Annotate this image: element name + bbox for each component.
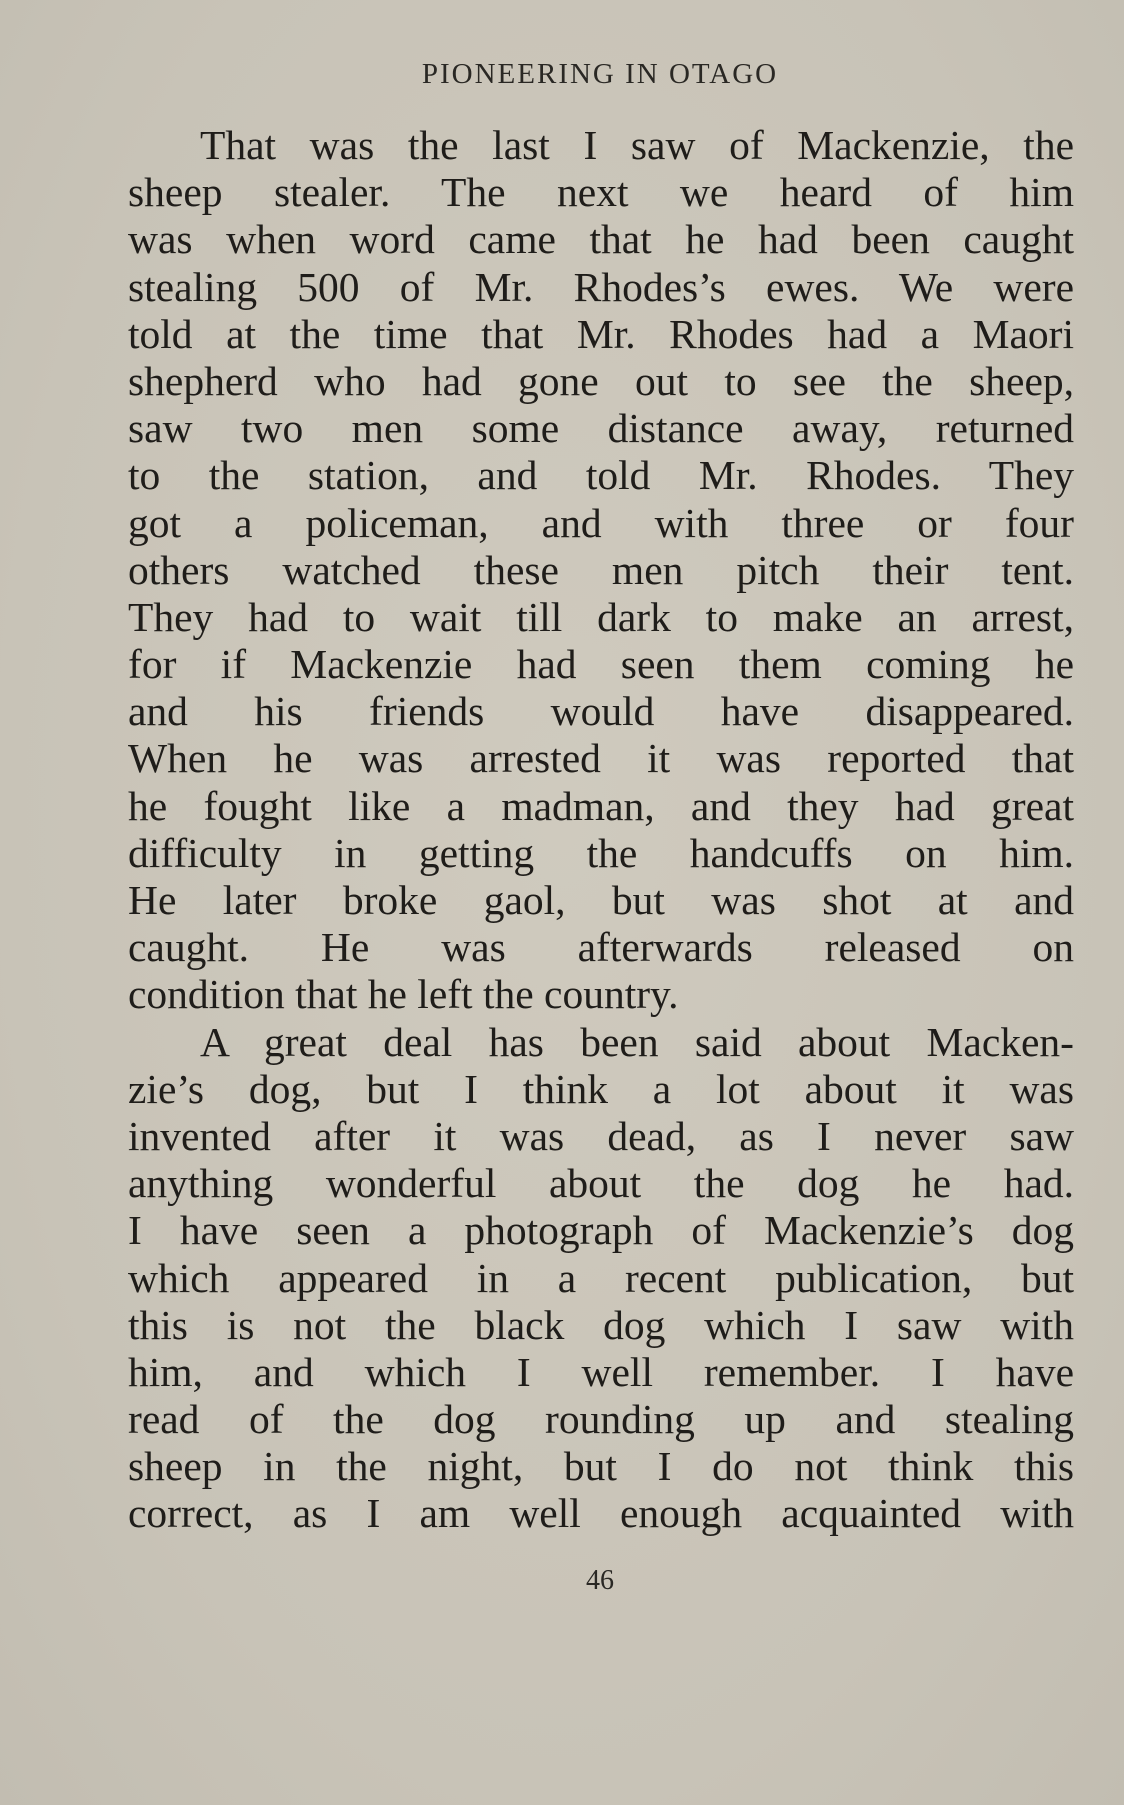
text-line: That was the last I saw of Mackenzie, the <box>200 122 1074 168</box>
text-line: sheep in the night, but I do not think this <box>128 1443 1074 1490</box>
running-head: PIONEERING IN OTAGO <box>421 58 779 90</box>
text-line: They had to wait till dark to make an arrest, <box>128 593 1074 640</box>
text-line: sheep stealer. The next we heard of him <box>128 169 1074 216</box>
text-line: and his friends would have disappeared. <box>128 688 1074 735</box>
text-line: to the station, and told Mr. Rhodes. They <box>128 452 1074 499</box>
text-line: he fought like a madman, and they had great <box>128 782 1074 829</box>
text-line: him, and which I well remember. I have <box>128 1348 1074 1395</box>
text-line: zie’s dog, but I think a lot about it was <box>128 1065 1074 1112</box>
text-line: saw two men some distance away, returned <box>128 405 1074 452</box>
text-line: stealing 500 of Mr. Rhodes’s ewes. We were <box>128 263 1074 310</box>
text-line: was when word came that he had been caught <box>128 216 1074 263</box>
text-line: told at the time that Mr. Rhodes had a Maori <box>128 310 1074 357</box>
text-line: I have seen a photograph of Mackenzie’s dog <box>128 1207 1074 1254</box>
text-line: read of the dog rounding up and stealing <box>128 1396 1074 1443</box>
text-line: difficulty in getting the handcuffs on him. <box>128 829 1074 876</box>
text-line: which appeared in a recent publication, but <box>128 1254 1074 1301</box>
text-line: A great deal has been said about Macken- <box>200 1018 1074 1065</box>
text-line: correct, as I am well enough acquainted with <box>128 1490 1074 1537</box>
text-line: got a policeman, and with three or four <box>128 499 1074 546</box>
text-line: He later broke gaol, but was shot at and <box>128 877 1074 923</box>
text-line: When he was arrested it was reported that <box>128 735 1074 782</box>
text-line: others watched these men pitch their tent. <box>128 546 1074 593</box>
text-line: condition that he left the country. <box>128 971 679 1018</box>
text-line: invented after it was dead, as I never saw <box>128 1112 1074 1159</box>
text-line: for if Mackenzie had seen them coming he <box>128 641 1074 688</box>
text-line: caught. He was afterwards released on <box>128 924 1074 971</box>
body-text <box>128 122 1074 1538</box>
text-line: shepherd who had gone out to see the sheep, <box>128 357 1074 404</box>
page-number: 46 <box>586 1565 614 1596</box>
text-line: this is not the black dog which I saw with <box>128 1301 1074 1348</box>
text-line: anything wonderful about the dog he had. <box>128 1160 1074 1207</box>
